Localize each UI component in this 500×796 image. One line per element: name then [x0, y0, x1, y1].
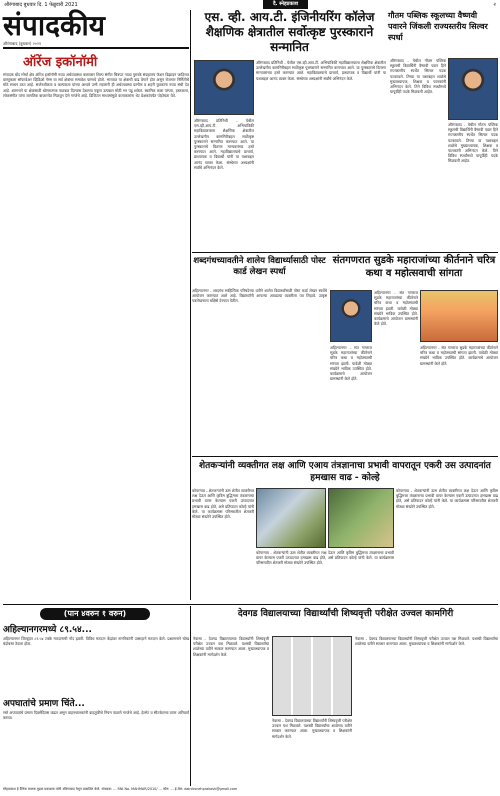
- top-bar: [0, 0, 500, 9]
- farmer-story: कोपरगाव - शेतकऱ्यांनी ऊस शेतीत व्यक्तीगत लक्ष देऊन आणि कृत्रिम बुद्धिमत्ता तंत्रज्ञानाचा प्रभावी वापर केल्यास एकरी उत्पादनात हमखास वाढ होते, असे प्रतिपादन कोल्हे यांनी केले. या कार्यक्रमास परिसरातील शेतकरी मोठ्या संख्येने उपस्थित होते.: [192, 488, 254, 520]
- devgad-headline: देवगड विद्यालयाच्या विद्यार्थ्यांची शिष्यवृत्ती परीक्षेत उज्वल कामगिरी: [237, 609, 454, 619]
- issue-date: औरंगाबाद बुधवार दि. 1 फेब्रुवारी 2021: [4, 1, 78, 8]
- page-number: २: [493, 1, 496, 8]
- devgad-story-cont: नेवासा - देवगड विद्यालयाच्या विद्यार्थ्यांनी शिष्यवृत्ती परीक्षेत उज्वल यश मिळवले. यशस्वी विद्यार्थ्यांचा शाळेच्या वतीने सत्कार करण्यात आला. मुख्याध्यापक व शिक्षकांनी मार्गदर्शन केले.: [272, 718, 352, 739]
- kirtan-story-cont: अहिल्यानगर - संत गणराज सुडके महाराजांच्या कीर्तनाने चरित्र कथा व महोत्सवाची सांगता झाली. यावेळी मोठ्या संख्येने भाविक उपस्थित होते. कार्यक्रमाचे आयोजन ग्रामस्थांनी केले होते.: [330, 345, 372, 382]
- masthead: [3, 11, 189, 49]
- farmer-story-cont2: कोपरगाव - शेतकऱ्यांनी ऊस शेतीत व्यक्तीगत लक्ष देऊन आणि कृत्रिम बुद्धिमत्ता तंत्रज्ञानाचा प्रभावी वापर केल्यास एकरी उत्पादनात हमखास वाढ होते, असे प्रतिपादन कोल्हे यांनी केले. या कार्यक्रमास परिसरातील शेतकरी मोठ्या संख्येने उपस्थित होते.: [396, 488, 498, 509]
- apghat-story: रस्ते अपघातांचे प्रमाण दिवसेंदिवस वाढत असून वाहनचालकांनी वाहतुकीचे नियम पाळणे गरजेचे आहे. हेल्मेट व सीटबेल्टचा वापर अनिवार्य करावा.: [3, 710, 189, 721]
- gautam-story: औरंगाबाद - येथील गौतम पब्लिक स्कूलची विद्यार्थिनी वैष्णवी पवार हिने राज्यस्तरीय स्पर्धेत सिल्वर पदक पटकावले. तिच्या या यशाबद्दल शाळेचे मुख्याध्यापक, शिक्षक व पालकांनी अभिनंदन केले. तिने विविध स्पर्धांमध्ये यापूर्वीही पदके मिळवली आहेत.: [390, 58, 446, 95]
- devgad-story-cont2: नेवासा - देवगड विद्यालयाच्या विद्यार्थ्यांनी शिष्यवृत्ती परीक्षेत उज्वल यश मिळवले. यशस्वी विद्यार्थ्यांचा शाळेच्या वतीने सत्कार करण्यात आला. मुख्याध्यापक व शिक्षकांनी मार्गदर्शन केले.: [355, 636, 498, 647]
- imprint-footer: स्नेहप्रकाश हे दैनिक मालक मुद्रक प्रकाशक यांनी औरंगाबाद येथून प्रकाशित केले. संपादक: ... RNI No. MAHMAR/2010/ ... फोन: ... ई-मेल: dainiksnehprakash@gmail.com: [3, 787, 238, 791]
- kirtan-speaker-photo: [330, 290, 372, 342]
- editorial-column: [3, 50, 189, 602]
- farmer-photo-1: [256, 488, 326, 548]
- ahilyanagar-headline: अहिल्यानगरमध्ये ८९.५४...: [3, 625, 92, 635]
- college-story: औरंगाबाद प्रतिनिधी - येथील एस.व्ही.आय.टी. अभियांत्रिकी महाविद्यालयाला शैक्षणिक क्षेत्रातील उल्लेखनीय कामगिरीबद्दल सर्वोत्कृष्ट पुरस्काराने सन्मानित करण्यात आले. या पुरस्काराचे वितरण मान्यवरांच्या हस्ते करण्यात आले. महाविद्यालयाचे प्राचार्य, प्राध्यापक व विद्यार्थी यांनी या यशाबद्दल आनंद व्यक्त केला. संस्थेच्या अध्यक्षांनी सर्वांचे अभिनंदन केले.: [256, 60, 386, 81]
- masthead-title: संपादकीय: [3, 9, 105, 42]
- column-divider: [190, 10, 191, 600]
- farmer-story-cont: कोपरगाव - शेतकऱ्यांनी ऊस शेतीत व्यक्तीगत लक्ष देऊन आणि कृत्रिम बुद्धिमत्ता तंत्रज्ञानाचा प्रभावी वापर केल्यास एकरी उत्पादनात हमखास वाढ होते, असे प्रतिपादन कोल्हे यांनी केले. या कार्यक्रमास परिसरातील शेतकरी मोठ्या संख्येने उपस्थित होते.: [256, 550, 394, 566]
- postcard-headline: शब्दगंधच्यावतीने शालेय विद्यार्थ्यासाठी पोस्ट कार्ड लेखन स्पर्धा: [193, 256, 326, 277]
- editorial-heading: ऑरेंज इकॉनॉमी: [23, 55, 98, 70]
- kirtan-story: अहिल्यानगर - संत गणराज सुडके महाराजांच्या कीर्तनाने चरित्र कथा व महोत्सवाची सांगता झाली. यावेळी मोठ्या संख्येने भाविक उपस्थित होते. कार्यक्रमाचे आयोजन ग्रामस्थांनी केले होते.: [374, 290, 418, 327]
- ahilyanagar-story: अहिल्यानगर जिल्ह्यात ८९.५४ टक्के मतदानाची नोंद झाली. विविध मतदान केंद्रांवर नागरिकांनी उत्साहाने मतदान केले. प्रशासनाने चोख बंदोबस्त ठेवला होता.: [3, 636, 189, 647]
- gautam-story-cont: औरंगाबाद - येथील गौतम पब्लिक स्कूलची विद्यार्थिनी वैष्णवी पवार हिने राज्यस्तरीय स्पर्धेत सिल्वर पदक पटकावले. तिच्या या यशाबद्दल शाळेचे मुख्याध्यापक, शिक्षक व पालकांनी अभिनंदन केले. तिने विविध स्पर्धांमध्ये यापूर्वीही पदके मिळवली आहेत.: [448, 122, 498, 164]
- farmer-photo-2: [328, 488, 394, 548]
- section-rule-2: [192, 456, 498, 457]
- editorial-body: संपादक बोंद मोर्चा क्षेत्र ऑरेंज इकॉनॉमी नव्या अर्थव्यवस्था कलाकार शिल्प संगीत चित्रपट नाट्य पुस्तके संग्रहालय फॅशन डिझाइन जाहिरात वास्तुकला सॉफ्टवेअर व्हिडिओ गेम्स या सर्व क्षेत्रांचा समावेश यामध्ये होतो. भारतात या क्षेत्राची वाढ वेगाने होत असून रोजगार निर्मितीचे मोठे साधन ठरत आहे. सर्जनशीलता व कल्पकता यांच्या आधारे उभी राहणारी ही अर्थव्यवस्था ग्रामीण व शहरी युवकांना नव्या संधी देत आहे. शासनाने या क्षेत्रासाठी धोरणात्मक पाठबळ दिल्यास देशाच्या एकूण उत्पन्नात मोठी भर पडू शकेल. स्थानिक कला परंपरा, हस्तकला, लोकसंगीत यांना जागतिक बाजारपेठ मिळवून देणे गरजेचे आहे. डिजिटल माध्यमांमुळे कलाकारांना थेट प्रेक्षकांपर्यंत पोहोचता येते.: [3, 72, 189, 98]
- lead-headline: एस. व्ही. आय.टी. इंजिनीयरिंग कॉलेज शैक्षणिक क्षेत्रातील सर्वोत्कृष्ट पुरस्काराने सन्मानित: [204, 10, 375, 54]
- continued-label: (पान ४वरुन १ वरुन): [40, 608, 150, 620]
- kirtan-headline: संतगणरात सुडके महाराजांच्या कीर्तनाने चरित्र कथा व महोत्सवाची सांगता: [332, 255, 496, 279]
- paper-name: दै. स्नेहप्रकाश: [263, 0, 308, 9]
- kirtan-event-photo: [420, 290, 498, 342]
- student-photo: [448, 58, 498, 120]
- college-photo: [194, 60, 254, 115]
- gautam-headline: गौतम पब्लिक स्कूलच्या वैष्णवी पवारने जिंकली राज्यस्तरीय सिल्वर स्पर्धा: [388, 11, 488, 42]
- masthead-subtitle: औरंगाबाद (बुधवार) २०२१: [3, 41, 42, 46]
- college-story-cont: औरंगाबाद प्रतिनिधी - येथील एस.व्ही.आय.टी. अभियांत्रिकी महाविद्यालयाला शैक्षणिक क्षेत्रातील उल्लेखनीय कामगिरीबद्दल सर्वोत्कृष्ट पुरस्काराने सन्मानित करण्यात आले. या पुरस्काराचे वितरण मान्यवरांच्या हस्ते करण्यात आले. महाविद्यालयाचे प्राचार्य, प्राध्यापक व विद्यार्थी यांनी या यशाबद्दल आनंद व्यक्त केला. संस्थेच्या अध्यक्षांनी सर्वांचे अभिनंदन केले.: [194, 118, 254, 170]
- apghat-headline: अपघातांचे प्रमाण चिंते...: [3, 699, 85, 709]
- postcard-story: अहिल्यानगर - शब्दगंध साहित्यिक परिषदेच्या वतीने शालेय विद्यार्थ्यांसाठी पोस्ट कार्ड लेखन स्पर्धेचे आयोजन करण्यात आले आहे. विद्यार्थ्यांनी आपल्या आवडत्या व्यक्तीला पत्र लिहावे. उत्कृष्ट पत्रलेखनाला बक्षिसे देण्यात येतील.: [192, 288, 327, 304]
- section-rule: [192, 252, 498, 253]
- farmer-headline: शेतकऱ्यांनी व्यक्तीगत लक्ष आणि एआय तंत्रज्ञानाचा प्रभावी वापरातून एकरी उस उत्पादनांत हमखास वाढ - कोल्हे: [199, 461, 491, 483]
- column-divider-2: [190, 606, 191, 786]
- kirtan-story-cont2: अहिल्यानगर - संत गणराज सुडके महाराजांच्या कीर्तनाने चरित्र कथा व महोत्सवाची सांगता झाली. यावेळी मोठ्या संख्येने भाविक उपस्थित होते. कार्यक्रमाचे आयोजन ग्रामस्थांनी केले होते.: [420, 345, 498, 366]
- devgad-story: नेवासा - देवगड विद्यालयाच्या विद्यार्थ्यांनी शिष्यवृत्ती परीक्षेत उज्वल यश मिळवले. यशस्वी विद्यार्थ्यांचा शाळेच्या वतीने सत्कार करण्यात आला. मुख्याध्यापक व शिक्षकांनी मार्गदर्शन केले.: [193, 636, 269, 657]
- devgad-students-photos: [272, 636, 352, 716]
- section-rule-3: [3, 604, 498, 605]
